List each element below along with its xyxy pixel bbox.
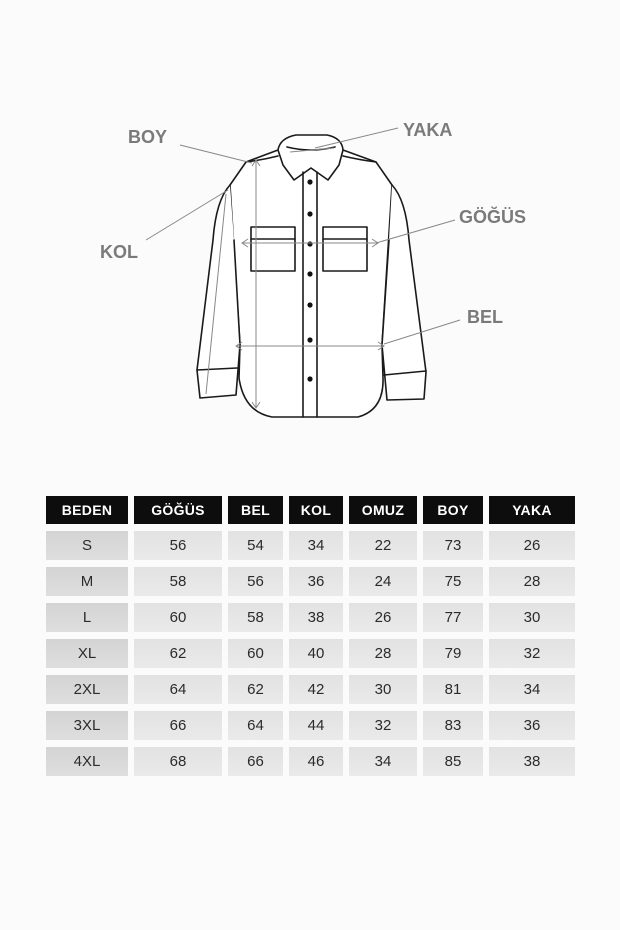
label-kol: KOL xyxy=(100,242,138,262)
cell-omuz: 28 xyxy=(349,639,417,668)
cell-kol: 44 xyxy=(289,711,343,740)
table-row xyxy=(46,603,575,632)
cell-omuz: 22 xyxy=(349,531,417,560)
table-row xyxy=(46,531,575,560)
cell-kol: 36 xyxy=(289,567,343,596)
cell-boy: 83 xyxy=(423,711,483,740)
cell-omuz: 32 xyxy=(349,711,417,740)
cell-kol: 40 xyxy=(289,639,343,668)
cell-gogus: 66 xyxy=(134,711,222,740)
cell-bel: 54 xyxy=(228,531,283,560)
header-row xyxy=(46,496,575,524)
cell-gogus: 60 xyxy=(134,603,222,632)
cell-yaka: 32 xyxy=(489,639,575,668)
cell-yaka: 34 xyxy=(489,675,575,704)
cell-boy: 85 xyxy=(423,747,483,776)
table-row xyxy=(46,675,575,704)
cell-omuz: 34 xyxy=(349,747,417,776)
cell-size: XL xyxy=(46,639,128,668)
cell-boy: 81 xyxy=(423,675,483,704)
cell-size: 2XL xyxy=(46,675,128,704)
cell-bel: 64 xyxy=(228,711,283,740)
header-gogus: GÖĞÜS xyxy=(134,496,222,524)
cell-kol: 38 xyxy=(289,603,343,632)
cell-size: 3XL xyxy=(46,711,128,740)
cell-bel: 66 xyxy=(228,747,283,776)
cell-boy: 73 xyxy=(423,531,483,560)
label-yaka: YAKA xyxy=(403,120,453,140)
cell-kol: 46 xyxy=(289,747,343,776)
cell-gogus: 58 xyxy=(134,567,222,596)
header-boy: BOY xyxy=(423,496,483,524)
cell-omuz: 30 xyxy=(349,675,417,704)
label-boy: BOY xyxy=(128,127,168,147)
label-gogus: GÖĞÜS xyxy=(459,207,527,227)
header-bel: BEL xyxy=(228,496,283,524)
cell-boy: 79 xyxy=(423,639,483,668)
cell-kol: 42 xyxy=(289,675,343,704)
cell-bel: 56 xyxy=(228,567,283,596)
cell-bel: 60 xyxy=(228,639,283,668)
cell-yaka: 38 xyxy=(489,747,575,776)
cell-size: 4XL xyxy=(46,747,128,776)
header-omuz: OMUZ xyxy=(349,496,417,524)
cell-bel: 62 xyxy=(228,675,283,704)
cell-gogus: 68 xyxy=(134,747,222,776)
header-beden: BEDEN xyxy=(46,496,128,524)
cell-kol: 34 xyxy=(289,531,343,560)
cell-yaka: 26 xyxy=(489,531,575,560)
cell-gogus: 56 xyxy=(134,531,222,560)
cell-gogus: 64 xyxy=(134,675,222,704)
cell-size: S xyxy=(46,531,128,560)
cell-size: L xyxy=(46,603,128,632)
size-chart-table xyxy=(40,489,581,783)
cell-gogus: 62 xyxy=(134,639,222,668)
label-bel: BEL xyxy=(467,307,503,327)
header-kol: KOL xyxy=(289,496,343,524)
cell-size: M xyxy=(46,567,128,596)
cell-yaka: 30 xyxy=(489,603,575,632)
cell-yaka: 36 xyxy=(489,711,575,740)
cell-omuz: 26 xyxy=(349,603,417,632)
cell-bel: 58 xyxy=(228,603,283,632)
cell-yaka: 28 xyxy=(489,567,575,596)
table-row xyxy=(46,747,575,776)
table-row xyxy=(46,711,575,740)
cell-boy: 77 xyxy=(423,603,483,632)
table-row xyxy=(46,567,575,596)
header-yaka: YAKA xyxy=(489,496,575,524)
table-row xyxy=(46,639,575,668)
cell-boy: 75 xyxy=(423,567,483,596)
cell-omuz: 24 xyxy=(349,567,417,596)
